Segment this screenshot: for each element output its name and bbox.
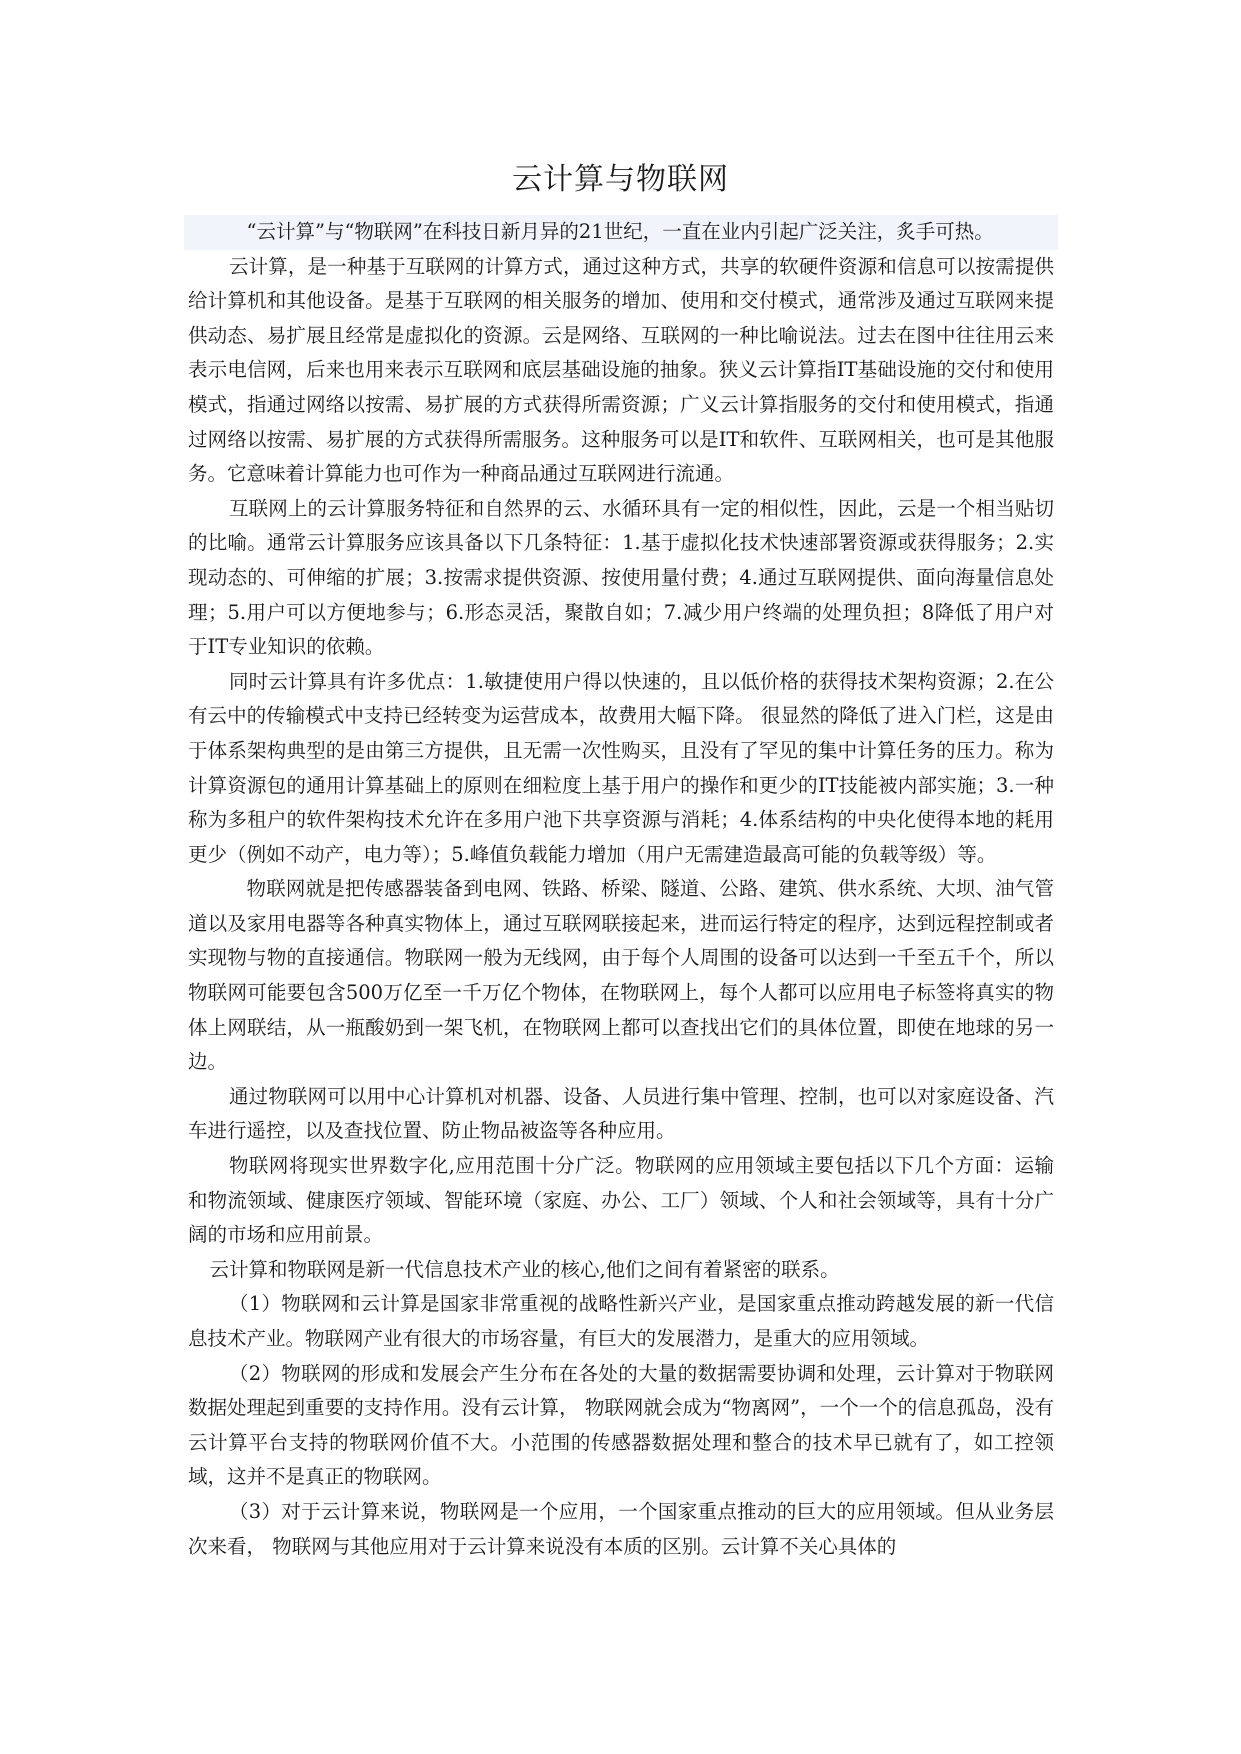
paragraph-relation: 云计算和物联网是新一代信息技术产业的核心,他们之间有着紧密的联系。 (209, 1257, 840, 1281)
paragraph-cloud-features: 互联网上的云计算服务特征和自然界的云、水循环具有一定的相似性，因此，云是一个相当贴切的比喻。通常云计算服务应该具备以下几条特征：1.基于虚拟化技术快速部署资源或获得服务；2.实现动态的、可伸缩的扩展；3.按需求提供资源、按使用量付费；4.通过互联网提供、面向海量信息处理；5.用户可以方便地参与；6.形态灵活，聚散自如；7.减少用户终端的处理负担；8降低了用户对于IT专业知识的依赖。 (188, 496, 1054, 659)
paragraph-relation-1: （1）物联网和云计算是国家非常重视的战略性新兴产业，是国家重点推动跨越发展的新一代信息技术产业。物联网产业有很大的市场容量，有巨大的发展潜力，是重大的应用领域。 (188, 1292, 1054, 1350)
document-body (188, 215, 1054, 1564)
document-title: 云计算与物联网 (512, 162, 729, 197)
paragraph-iot-control: 通过物联网可以用中心计算机对机器、设备、人员进行集中管理、控制，也可以对家庭设备、汽车进行遥控，以及查找位置、防止物品被盗等各种应用。 (188, 1084, 1054, 1143)
paragraph-relation-3: （3）对于云计算来说，物联网是一个应用，一个国家重点推动的巨大的应用领域。但从业务层次来看， 物联网与其他应用对于云计算来说没有本质的区别。云计算不关心具体的 (188, 1499, 1054, 1558)
paragraph-iot-definition: 物联网就是把传感器装备到电网、铁路、桥梁、隧道、公路、建筑、供水系统、大坝、油气管道以及家用电器等各种真实物体上，通过互联网联接起来，进而运行特定的程序，达到远程控制或者实现物与物的直接通信。物联网一般为无线网，由于每个人周围的设备可以达到一千至五千个，所以物联网可能要包含500万亿至一千万亿个物体，在物联网上，每个人都可以应用电子标签将真实的物体上网联结，从一瓶酸奶到一架飞机，在物联网上都可以查找出它们的具体位置，即使在地球的另一边。 (188, 877, 1054, 1074)
paragraph-cloud-definition: 云计算，是一种基于互联网的计算方式，通过这种方式，共享的软硬件资源和信息可以按需提供给计算机和其他设备。是基于互联网的相关服务的增加、使用和交付模式，通常涉及通过互联网来提供动态、易扩展且经常是虚拟化的资源。云是网络、互联网的一种比喻说法。过去在图中往往用云来表示电信网，后来也用来表示互联网和底层基础设施的抽象。狭义云计算指IT基础设施的交付和使用模式，指通过网络以按需、易扩展的方式获得所需资源；广义云计算指服务的交付和使用模式，指通过网络以按需、易扩展的方式获得所需服务。这种服务可以是IT和软件、互联网相关，也可是其他服务。它意味着计算能力也可作为一种商品通过互联网进行流通。 (188, 254, 1054, 486)
paragraph-cloud-advantages: 同时云计算具有许多优点：1.敏捷使用户得以快速的，且以低价格的获得技术架构资源；2.在公有云中的传输模式中支持已经转变为运营成本，故费用大幅下降。 很显然的降低了进入门栏，这是由于体系架构典型的是由第三方提供，且无需一次性购买，且没有了罕见的集中计算任务的压力。称为计算资源包的通用计算基础上的原则在细粒度上基于用户的操作和更少的IT技能被内部实施；3.一种称为多租户的软件架构技术允许在多用户池下共享资源与消耗；4.体系结构的中央化使得本地的耗用更少（例如不动产，电力等）；5.峰值负载能力增加（用户无需建造最高可能的负载等级）等。 (188, 669, 1054, 866)
paragraph-relation-2: （2）物联网的形成和发展会产生分布在各处的大量的数据需要协调和处理，云计算对于物联网数据处理起到重要的支持作用。没有云计算， 物联网就会成为“物离网”，一个一个的信息孤岛，没有云计算平台支持的物联网价值不大。小范围的传感器数据处理和整合的技术早已就有了，如工控领域，这并不是真正的物联网。 (188, 1361, 1054, 1489)
paragraph-intro: “云计算”与“物联网”在科技日新月异的21世纪，一直在业内引起广泛关注，炙手可热。 (184, 215, 1058, 250)
paragraph-iot-applications: 物联网将现实世界数字化,应用范围十分广泛。物联网的应用领域主要包括以下几个方面：运输和物流领域、健康医疗领域、智能环境（家庭、办公、工厂）领域、个人和社会领域等，具有十分广阔的市场和应用前景。 (188, 1154, 1054, 1247)
